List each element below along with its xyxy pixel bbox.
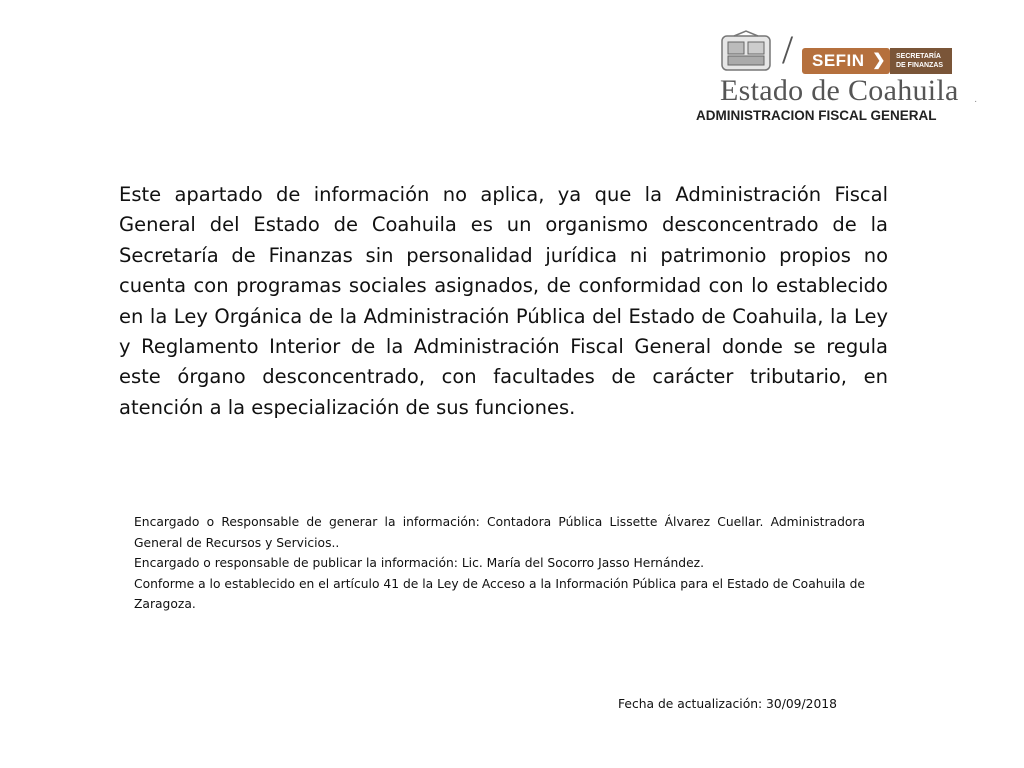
conforme-ley: Conforme a lo establecido en el artículo 41 de la Ley de Acceso a la Información Pública para el Estado de Coahuila de Zaragoza. bbox=[134, 576, 865, 611]
sefin-subtitle bbox=[890, 48, 952, 74]
responsables-block bbox=[134, 512, 865, 615]
coahuila-seal-icon bbox=[720, 30, 772, 74]
sefin-badge bbox=[802, 48, 890, 74]
decorative-dot-icon: · bbox=[974, 96, 978, 107]
sefin-sub-line2: DE FINANZAS bbox=[896, 62, 944, 69]
sefin-label: SEFIN bbox=[812, 51, 865, 70]
estado-title: Estado de Coahuila bbox=[720, 74, 959, 107]
fecha-actualizacion: Fecha de actualización: 30/09/2018 bbox=[618, 697, 837, 711]
chevron-right-icon: ❯ bbox=[872, 52, 886, 69]
header-logo bbox=[690, 26, 980, 126]
responsable-publicar: Encargado o responsable de publicar la información: Lic. María del Socorro Jasso Hernández. bbox=[134, 556, 705, 570]
responsable-generar: Encargado o Responsable de generar la información: Contadora Pública Lissette Álvarez Cuellar. Administradora General de Recursos y Servicios.. bbox=[134, 515, 865, 550]
sefin-sub-line1: SECRETARÍA bbox=[896, 53, 941, 60]
admin-fiscal-title: ADMINISTRACION FISCAL GENERAL bbox=[696, 108, 937, 123]
main-paragraph: Este apartado de información no aplica, ya que la Administración Fiscal General del Estado de Coahuila es un organismo desconcentrado de la Secretaría de Finanzas sin personalidad jurídica ni patrimonio propios no cuenta con programas sociales asignados, de conformidad con lo establecido en la Ley Orgánica de la Administración Pública del Estado de Coahuila, la Ley y Reglamento Interior de la Administración Fiscal General donde se regula este órgano desconcentrado, con facultades de carácter tributario, en atención a la especialización de sus funciones. bbox=[119, 183, 888, 419]
logo-divider: / bbox=[782, 27, 794, 72]
